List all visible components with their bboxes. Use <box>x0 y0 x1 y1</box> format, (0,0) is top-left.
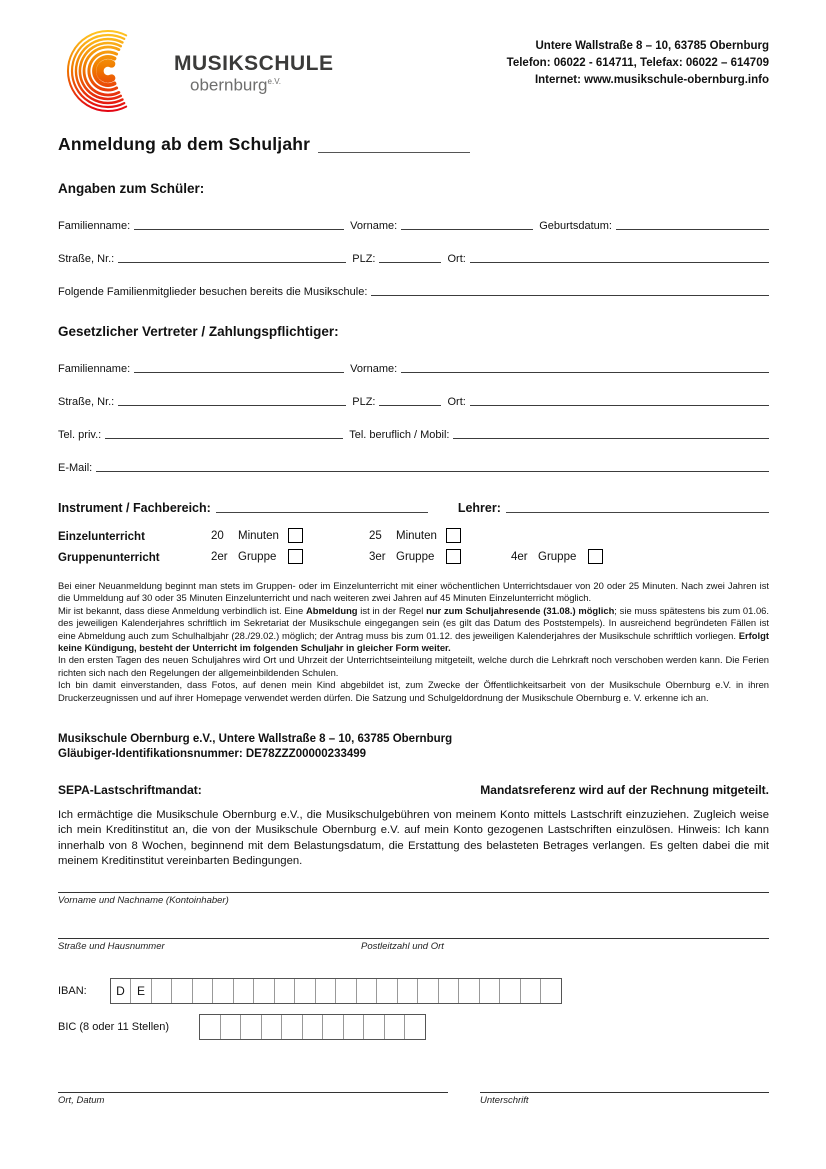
iban-cell[interactable] <box>376 979 397 1003</box>
student-ort-label: Ort: <box>447 253 466 265</box>
bic-cell[interactable] <box>343 1015 364 1039</box>
account-holder-field <box>58 891 769 906</box>
checkbox-gruppe-4er[interactable] <box>588 549 603 564</box>
logo-ev-suffix: e.V. <box>267 77 282 87</box>
option-unit: Gruppe <box>396 550 435 563</box>
option-20-minuten <box>211 528 303 543</box>
option-unit: Gruppe <box>238 550 277 563</box>
student-name-row <box>58 217 769 232</box>
guardian-phone-row <box>58 426 769 441</box>
blank-account-address[interactable] <box>58 937 769 939</box>
bic-boxes <box>199 1014 426 1040</box>
checkbox-gruppe-2er[interactable] <box>288 549 303 564</box>
sepa-authorization-text: Ich ermächtige die Musikschule Obernburg e.V., die Musikschulgebühren von meinem Konto mittels Lastschrift einzuziehen. Zugleich weise ich mein Kreditinstitut an, die von der Musikschule Obernburg e.V. auf mein Konto gezogenen Lastschriften einzulösen. Hinweis: Ich kann innerhalb von 8 Wochen, beginnend mit dem Belastungsdatum, die Erstattung des belasteten Betrages verlangen. Es gelten dabei die mit meinem Kreditinstitut vereinbarten Bedingungen. <box>58 809 769 867</box>
sepa-mandate-row <box>58 783 769 797</box>
bic-cell[interactable] <box>302 1015 323 1039</box>
blank-guardian-tel-work[interactable] <box>453 437 769 439</box>
blank-student-first-name[interactable] <box>401 228 533 230</box>
iban-cell[interactable] <box>294 979 315 1003</box>
place-date-field <box>58 1091 448 1106</box>
student-plz-label: PLZ: <box>352 253 376 265</box>
option-25-minuten <box>369 528 461 543</box>
iban-cell[interactable] <box>192 979 213 1003</box>
family-members-row <box>58 283 769 298</box>
signature-footer <box>58 1091 769 1106</box>
school-address-block <box>507 28 769 89</box>
blank-schuljahr[interactable] <box>318 152 470 153</box>
iban-label: IBAN: <box>58 985 87 998</box>
bic-cell[interactable] <box>281 1015 302 1039</box>
instrument-label: Instrument / Fachbereich: <box>58 501 211 515</box>
address-line-web: Internet: www.musikschule-obernburg.info <box>534 74 769 86</box>
iban-row <box>58 977 769 1005</box>
bic-cell[interactable] <box>404 1015 425 1039</box>
bic-cell[interactable] <box>240 1015 261 1039</box>
sepa-mandate-label: SEPA-Lastschriftmandat: <box>58 783 202 798</box>
mandate-reference-note: Mandatsreferenz wird auf der Rechnung mitgeteilt. <box>480 783 769 798</box>
bic-cell[interactable] <box>322 1015 343 1039</box>
family-members-label: Folgende Familienmitglieder besuchen bereits die Musikschule: <box>58 286 368 298</box>
option-unit: Minuten <box>396 529 437 542</box>
guardian-email-label: E-Mail: <box>58 462 93 474</box>
iban-cell[interactable]: E <box>130 979 151 1003</box>
iban-cell[interactable] <box>335 979 356 1003</box>
musikschule-logo <box>58 28 334 114</box>
bic-cell[interactable] <box>363 1015 384 1039</box>
logo-city-name: obernburg$^{e.V.}$ <box>190 75 282 95</box>
option-num: 3er <box>369 550 386 563</box>
account-address-field <box>58 937 769 952</box>
iban-cell[interactable] <box>233 979 254 1003</box>
option-2er-gruppe <box>211 549 303 564</box>
iban-boxes <box>110 978 562 1004</box>
section-heading-student: Angaben zum Schüler: <box>58 181 205 196</box>
bic-cell[interactable] <box>220 1015 241 1039</box>
guardian-address-row <box>58 393 769 408</box>
iban-cell[interactable] <box>458 979 479 1003</box>
terms-fine-print <box>58 580 769 704</box>
logo-text <box>174 54 334 94</box>
student-birthdate-label: Geburtsdatum: <box>539 220 612 232</box>
blank-student-family-name[interactable] <box>134 228 344 230</box>
iban-cell[interactable] <box>540 979 561 1003</box>
group-lesson-row <box>58 549 769 570</box>
bic-cell[interactable] <box>200 1015 220 1039</box>
account-city-label: Postleitzahl und Ort <box>361 941 444 953</box>
blank-family-members[interactable] <box>371 294 769 296</box>
option-num: 2er <box>211 550 228 563</box>
bic-row <box>58 1013 769 1041</box>
bic-cell[interactable] <box>261 1015 282 1039</box>
bic-cell[interactable] <box>384 1015 405 1039</box>
place-date-label: Ort, Datum <box>58 1095 105 1107</box>
form-title-row <box>58 134 769 155</box>
iban-cell[interactable] <box>397 979 418 1003</box>
blank-account-holder[interactable] <box>58 891 769 893</box>
account-holder-label: Vorname und Nachname (Kontoinhaber) <box>58 895 229 907</box>
blank-guardian-street[interactable] <box>118 404 346 406</box>
option-num: 4er <box>511 550 528 563</box>
page-title: Anmeldung ab dem Schuljahr <box>58 134 311 154</box>
option-unit: Gruppe <box>538 550 577 563</box>
iban-cell[interactable] <box>151 979 172 1003</box>
blank-student-street[interactable] <box>118 261 346 263</box>
iban-cell[interactable] <box>253 979 274 1003</box>
creditor-info-block <box>58 732 769 762</box>
creditor-address-line: Musikschule Obernburg e.V., Untere Wallstraße 8 – 10, 63785 Obernburg <box>58 733 453 746</box>
bic-label: BIC (8 oder 11 Stellen) <box>58 1021 170 1034</box>
option-num: 20 <box>211 529 224 542</box>
iban-cell[interactable] <box>520 979 541 1003</box>
signature-label: Unterschrift <box>480 1095 529 1107</box>
student-first-name-label: Vorname: <box>350 220 398 232</box>
section-heading-guardian: Gesetzlicher Vertreter / Zahlungspflichtiger: <box>58 324 339 339</box>
blank-guardian-family-name[interactable] <box>134 371 344 373</box>
logo-school-name: MUSIKSCHULE <box>174 52 334 76</box>
blank-guardian-tel-priv[interactable] <box>105 437 343 439</box>
checkbox-einzel-25-minuten[interactable] <box>446 528 461 543</box>
single-lesson-label: Einzelunterricht <box>58 531 145 543</box>
option-4er-gruppe <box>511 549 603 564</box>
iban-cell[interactable] <box>417 979 438 1003</box>
blank-teacher[interactable] <box>506 512 769 513</box>
guardian-street-label: Straße, Nr.: <box>58 396 115 408</box>
student-family-name-label: Familienname: <box>58 220 131 232</box>
blank-guardian-first-name[interactable] <box>401 371 769 373</box>
iban-cell[interactable] <box>479 979 500 1003</box>
blank-guardian-email[interactable] <box>96 470 769 472</box>
group-lesson-label: Gruppenunterricht <box>58 552 160 564</box>
teacher-label: Lehrer: <box>457 501 501 515</box>
option-num: 25 <box>369 529 382 542</box>
iban-cell[interactable] <box>171 979 192 1003</box>
account-street-label: Straße und Hausnummer <box>58 941 165 953</box>
terms-paragraph-3: In den ersten Tagen des neuen Schuljahres wird Ort und Uhrzeit der Unterrichtseinteilung mitgeteilt, welche durch die Lehrkraft noch verschoben werden kann. Die Ferien richten sich nach den Regelungen der allgemeinbildenden Schulen. <box>58 654 769 678</box>
signature-field <box>480 1091 769 1106</box>
guardian-first-name-label: Vorname: <box>350 363 398 375</box>
terms-paragraph-4: Ich bin damit einverstanden, dass Fotos, auf denen mein Kind abgebildet ist, zum Zwecke der Öffentlichkeitsarbeit von der Musikschule Obernburg e.V. in ihren Druckerzeugnissen und auf ihrer Homepage verwendet werden dürfen. Die Satzung und Schulgeldordnung der Musikschule Obernburg e. V. erkenne ich an. <box>58 679 769 703</box>
blank-student-plz[interactable] <box>379 261 441 263</box>
blank-place-date[interactable] <box>58 1091 448 1093</box>
checkbox-gruppe-3er[interactable] <box>446 549 461 564</box>
blank-student-birthdate[interactable] <box>616 228 769 230</box>
iban-cell[interactable]: D <box>116 984 125 999</box>
student-street-label: Straße, Nr.: <box>58 253 115 265</box>
sound-waves-icon <box>58 28 170 114</box>
iban-cell[interactable] <box>315 979 336 1003</box>
guardian-ort-label: Ort: <box>447 396 466 408</box>
blank-instrument[interactable] <box>216 512 428 513</box>
guardian-tel-work-label: Tel. beruflich / Mobil: <box>349 429 450 441</box>
instrument-teacher-row <box>58 498 769 515</box>
creditor-id-line: Gläubiger-Identifikationsnummer: DE78ZZZ00000233499 <box>58 748 367 761</box>
address-line-street: Untere Wallstraße 8 – 10, 63785 Obernburg <box>535 40 769 52</box>
guardian-family-name-label: Familienname: <box>58 363 131 375</box>
iban-cell[interactable] <box>438 979 459 1003</box>
terms-paragraph-2: Mir ist bekannt, dass diese Anmeldung verbindlich ist. Eine Abmeldung ist in der Regel nur zum Schuljahresende (31.08.) möglich; sie muss spätestens bis zum 01.06. des jeweiligen Kalenderjahres schriftlich im Sekretariat der Musikschule eingegangen sein (es gilt das Datum des Poststempels). In ausreichend begründeten Fällen ist eine Abmeldung auch zum Schulhalbjahr (28./29.02.) möglich; der Antrag muss bis zum 01.12. des jeweiligen Kalenderjahres der Musikschule schriftlich vorliegen. Erfolgt keine Kündigung, besteht der Unterricht im folgenden Schuljahr in gleicher Form weiter. <box>58 604 769 654</box>
blank-student-ort[interactable] <box>470 261 769 263</box>
blank-signature[interactable] <box>480 1091 769 1093</box>
terms-paragraph-1: Bei einer Neuanmeldung beginnt man stets im Gruppen- oder im Einzelunterricht mit einer wöchentlichen Unterrichtsdauer von 20 oder 25 Minuten. Nach zwei Jahren ist die Ummeldung auf 30 oder 35 Minuten Einzelunterricht und nach weiteren zwei Jahren auf 45 Minuten Einzelunterricht möglich. <box>58 580 769 604</box>
option-unit: Minuten <box>238 529 279 542</box>
blank-guardian-ort[interactable] <box>470 404 769 406</box>
student-address-row <box>58 250 769 265</box>
iban-cell[interactable] <box>212 979 233 1003</box>
blank-guardian-plz[interactable] <box>379 404 441 406</box>
iban-cell[interactable] <box>356 979 377 1003</box>
address-line-phone: Telefon: 06022 - 614711, Telefax: 06022 – 614709 <box>506 57 769 69</box>
guardian-name-row <box>58 360 769 375</box>
guardian-plz-label: PLZ: <box>352 396 376 408</box>
iban-cell[interactable] <box>274 979 295 1003</box>
option-3er-gruppe <box>369 549 461 564</box>
iban-cell[interactable] <box>499 979 520 1003</box>
guardian-tel-priv-label: Tel. priv.: <box>58 429 102 441</box>
guardian-email-row <box>58 459 769 474</box>
checkbox-einzel-20-minuten[interactable] <box>288 528 303 543</box>
header <box>58 28 769 108</box>
single-lesson-row <box>58 528 769 549</box>
